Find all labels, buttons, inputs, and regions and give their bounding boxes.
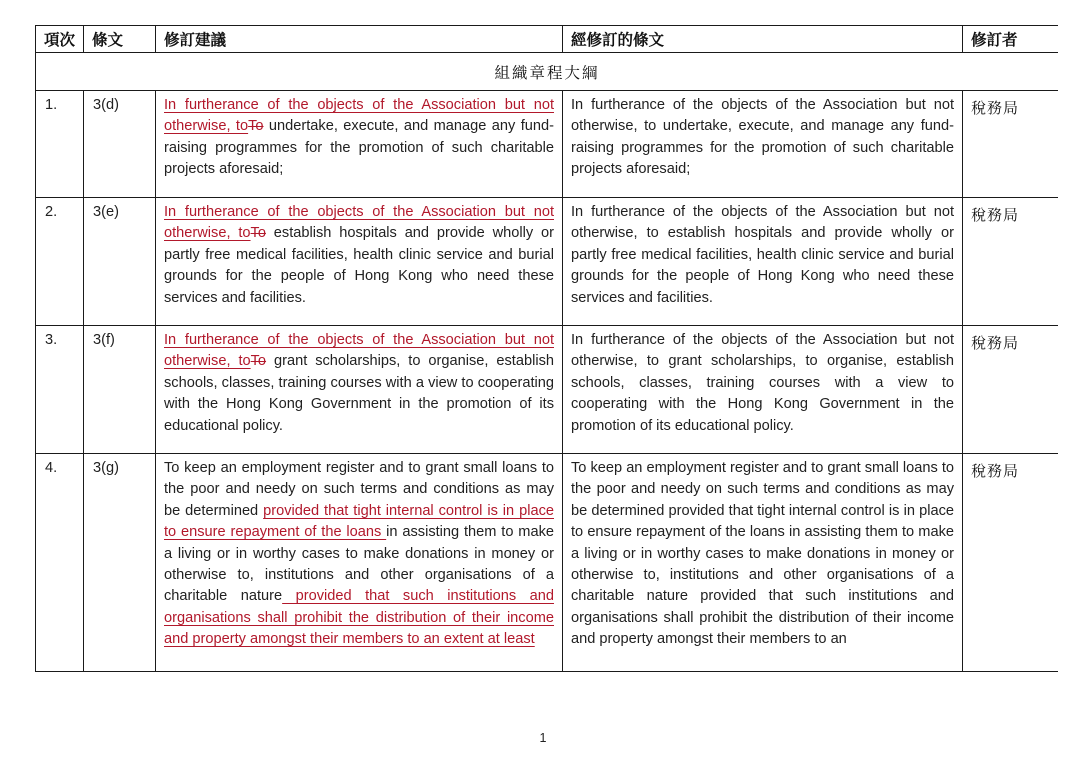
amender-cell: 稅務局 [963,91,1059,198]
item-no-cell: 1. [36,91,84,198]
proposed-amendment-cell: In furtherance of the objects of the Association but not otherwise, toTo establish hospitals and provide wholly or partly free medical facilities, health clinic service and burial grounds for the people of Hong Kong who need these services and facilities. [156,198,563,326]
item-no-cell: 4. [36,454,84,673]
proposed-amendment-cell: In furtherance of the objects of the Association but not otherwise, toTo undertake, execute, and manage any fund-raising programmes for the promotion of such charitable projects aforesaid; [156,91,563,198]
amender-cell: 稅務局 [963,454,1059,673]
article-cell: 3(f) [84,326,156,454]
col-header-amender: 修訂者 [963,26,1059,53]
proposed-amendment-cell: In furtherance of the objects of the Association but not otherwise, toTo grant scholarships, to organise, establish schools, classes, training courses with a view to cooperating with the Hong Kong Government in the promotion of its educational policy. [156,326,563,454]
amendments-table [35,25,1058,672]
col-header-amended-article: 經修訂的條文 [563,26,963,53]
col-header-proposed-amendment: 修訂建議 [156,26,563,53]
amended-article-cell: In furtherance of the objects of the Association but not otherwise, to undertake, execute, and manage any fund-raising programmes for the promotion of such charitable projects aforesaid; [563,91,963,198]
section-row [36,53,1059,91]
section-title-memorandum: 組織章程大綱 [36,53,1059,91]
article-cell: 3(e) [84,198,156,326]
article-cell: 3(g) [84,454,156,673]
amended-article-cell: To keep an employment register and to grant small loans to the poor and needy on such terms and conditions as may be determined provided that tight internal control is in place to ensure repayment of the loans in assisting them to make a living or in worthy cases to make donations in money or otherwise to, institutions and other organisations of a charitable nature provided that such institutions and organisations shall prohibit the distribution of their income and property amongst their members to an [563,454,963,673]
amended-article-cell: In furtherance of the objects of the Association but not otherwise, to grant scholarships, to organise, establish schools, classes, training courses with a view to cooperating with the Hong Kong Government in the promotion of its educational policy. [563,326,963,454]
amended-article-cell: In furtherance of the objects of the Association but not otherwise, to establish hospitals and provide wholly or partly free medical facilities, health clinic service and burial grounds for the people of Hong Kong who need these services and facilities. [563,198,963,326]
col-header-item-no: 項次 [36,26,84,53]
amender-cell: 稅務局 [963,198,1059,326]
proposed-amendment-cell: To keep an employment register and to grant small loans to the poor and needy on such terms and conditions as may be determined provided that tight internal control is in place to ensure repayment of the loans in assisting them to make a living or in worthy cases to make donations in money or otherwise to, institutions and other organisations of a charitable nature provided that such institutions and organisations shall prohibit the distribution of their income and property amongst their members to an extent at least [156,454,563,673]
item-no-cell: 3. [36,326,84,454]
table-row [36,91,1059,198]
item-no-cell: 2. [36,198,84,326]
table-row [36,454,1059,673]
amender-cell: 稅務局 [963,326,1059,454]
table-header-row [36,26,1059,53]
amendments-table-container [35,25,1058,672]
table-row [36,326,1059,454]
col-header-article: 條文 [84,26,156,53]
table-row [36,198,1059,326]
article-cell: 3(d) [84,91,156,198]
page-number: 1 [539,731,547,745]
